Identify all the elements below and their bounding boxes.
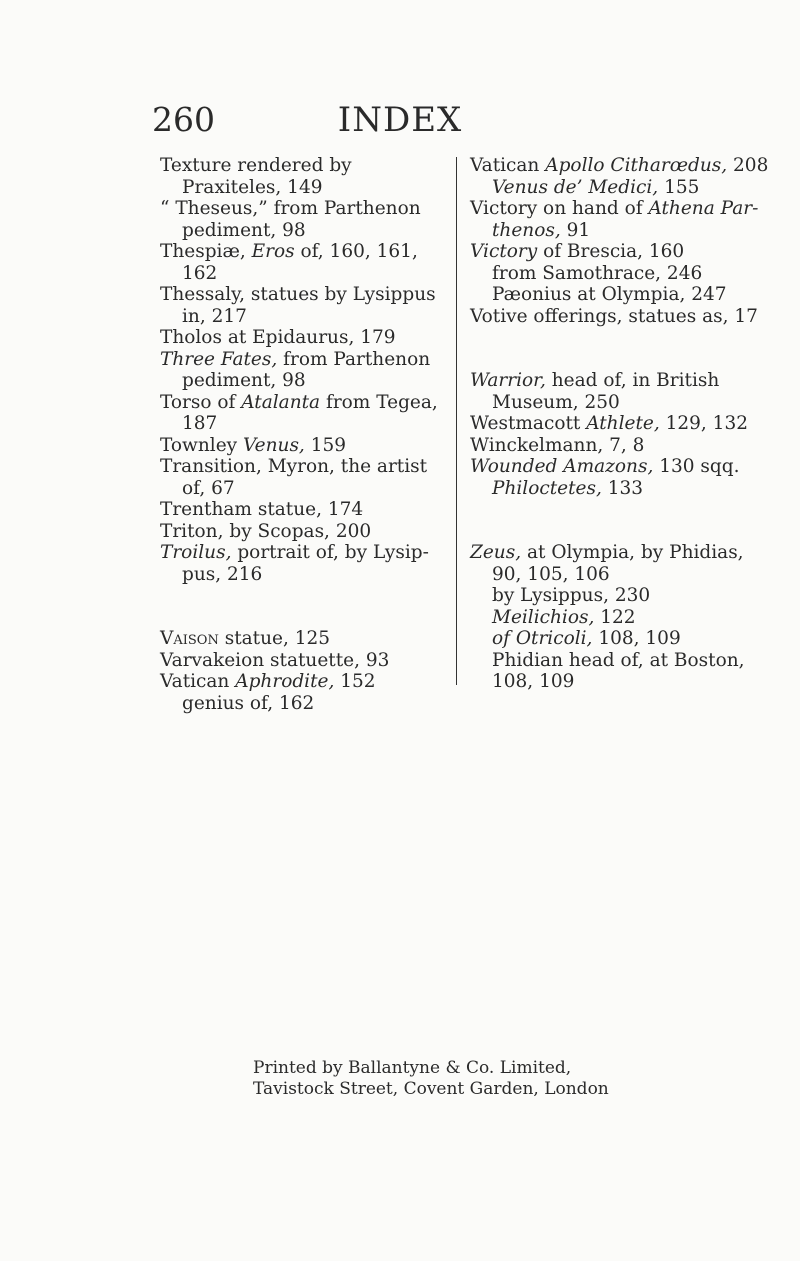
entry-italic: Philoctetes, — [492, 477, 602, 499]
index-entry — [160, 499, 450, 521]
index-entry — [160, 435, 450, 457]
entry-text: Triton, by Scopas, 200 — [160, 520, 372, 542]
entry-italic: Atalanta — [241, 391, 321, 413]
entry-italic: Troilus, — [160, 542, 232, 563]
page-number: 260 — [152, 100, 215, 139]
index-group — [470, 370, 770, 499]
entry-text: “ Theseus,” from Parthenon pediment, 98 — [160, 198, 421, 241]
index-entry — [160, 155, 450, 198]
entry-post: 130 sqq. — [653, 456, 740, 477]
entry-text: Pæonius at Olympia, 247 — [492, 284, 727, 305]
index-entry — [470, 542, 770, 585]
entry-text: by Lysippus, 230 — [492, 585, 651, 606]
entry-post: from Parthenon pediment, 98 — [182, 348, 431, 391]
entry-post: statue, 125 — [218, 628, 331, 649]
entry-pre: Vatican — [470, 155, 546, 176]
entry-post: head of, in British Museum, 250 — [492, 370, 720, 413]
index-column-left — [160, 155, 450, 714]
entry-text: from Samothrace, 246 — [492, 262, 703, 284]
entry-italic: Athlete, — [586, 413, 660, 434]
entry-italic: of Otricoli, — [492, 628, 593, 649]
index-entry — [160, 349, 450, 392]
entry-italic: Aphrodite, — [235, 671, 335, 692]
entry-pre: Westmacott — [470, 413, 587, 434]
entry-text: Winckelmann, 7, 8 — [470, 434, 645, 456]
index-entry — [470, 241, 770, 263]
entry-text: Votive offerings, statues as, 17 — [470, 305, 758, 327]
index-subentry — [470, 263, 770, 285]
index-entry — [160, 628, 450, 650]
index-group — [470, 542, 770, 693]
entry-pre: Vatican — [160, 671, 236, 692]
entry-post: of Brescia, 160 — [537, 241, 685, 262]
entry-italic: Venus, — [243, 434, 305, 456]
entry-post: 208 — [727, 155, 769, 176]
index-entry — [160, 327, 450, 349]
entry-pre: Victory on hand of — [470, 198, 649, 219]
entry-post: at Olympia, by Phidias, 90, 105, 106 — [492, 542, 744, 585]
entry-pre: Thespiæ, — [160, 241, 252, 262]
index-entry — [160, 521, 450, 543]
entry-smallcaps: Vaison — [160, 628, 219, 649]
entry-text: Transition, Myron, the artist of, 67 — [160, 456, 428, 499]
index-entry — [160, 542, 450, 585]
index-subentry — [470, 177, 770, 199]
index-entry — [470, 370, 770, 413]
entry-text: Tholos at Epidaurus, 179 — [160, 327, 396, 348]
column-divider — [456, 157, 457, 685]
index-subentry — [160, 693, 450, 715]
index-group — [160, 155, 450, 585]
imprint-line-2: Tavistock Street, Covent Garden, London — [253, 1079, 609, 1099]
entry-italic: Three Fates, — [160, 348, 278, 370]
entry-text: genius of, 162 — [182, 692, 315, 714]
entry-post: 108, 109 — [592, 628, 681, 649]
entry-post: portrait of, by Lysip- pus, 216 — [182, 542, 429, 585]
index-subentry — [470, 628, 770, 650]
index-entry — [160, 650, 450, 672]
entry-italic: Warrior, — [470, 370, 546, 391]
index-subentry — [470, 607, 770, 629]
entry-post: 152 — [334, 671, 376, 692]
index-entry — [160, 198, 450, 241]
entry-pre: Torso of — [160, 391, 242, 413]
entry-text: Trentham statue, 174 — [160, 499, 364, 520]
entry-italic: Apollo Citharœdus, — [545, 155, 728, 176]
index-entry — [160, 671, 450, 693]
index-entry — [470, 435, 770, 457]
entry-text: Phidian head of, at Boston, 108, 109 — [492, 649, 745, 692]
index-subentry — [470, 478, 770, 500]
entry-post: from Tegea, 187 — [182, 391, 438, 434]
entry-italic: Wounded Amazons, — [470, 456, 654, 477]
index-subentry — [470, 284, 770, 306]
entry-post: of, 160, 161, 162 — [182, 241, 418, 284]
index-entry — [470, 155, 770, 177]
entry-post: 122 — [594, 606, 636, 628]
entry-text: Thessaly, statues by Lysippus in, 217 — [160, 284, 436, 327]
entry-italic: Eros — [251, 241, 295, 262]
index-subentry — [470, 650, 770, 693]
index-entry — [160, 392, 450, 435]
index-entry — [470, 456, 770, 478]
entry-text: Varvakeion statuette, 93 — [160, 649, 390, 671]
page-header — [0, 100, 800, 150]
printer-imprint — [253, 1058, 609, 1100]
index-group — [470, 155, 770, 327]
index-column-right — [470, 155, 770, 693]
page-title: INDEX — [337, 100, 463, 140]
entry-post: 91 — [560, 219, 591, 241]
entry-post: 129, 132 — [659, 413, 748, 434]
entry-post: 155 — [658, 176, 700, 198]
index-subentry — [470, 585, 770, 607]
entry-italic: Meilichios, — [492, 606, 595, 628]
index-entry — [470, 306, 770, 328]
index-entry — [470, 413, 770, 435]
index-entry — [160, 284, 450, 327]
entry-italic: Victory — [470, 241, 538, 262]
entry-italic: Zeus, — [470, 542, 522, 563]
index-entry — [160, 456, 450, 499]
entry-post: 159 — [304, 434, 347, 456]
index-entry — [160, 241, 450, 284]
index-entry — [470, 198, 770, 241]
index-group — [160, 628, 450, 714]
imprint-line-1: Printed by Ballantyne & Co. Limited, — [253, 1058, 572, 1078]
entry-italic: Athena Par- thenos, — [492, 198, 759, 241]
entry-post: 133 — [601, 477, 644, 499]
entry-pre: Townley — [160, 434, 243, 456]
entry-text: Texture rendered by Praxiteles, 149 — [160, 155, 352, 198]
entry-italic: Venus de’ Medici, — [492, 176, 659, 198]
